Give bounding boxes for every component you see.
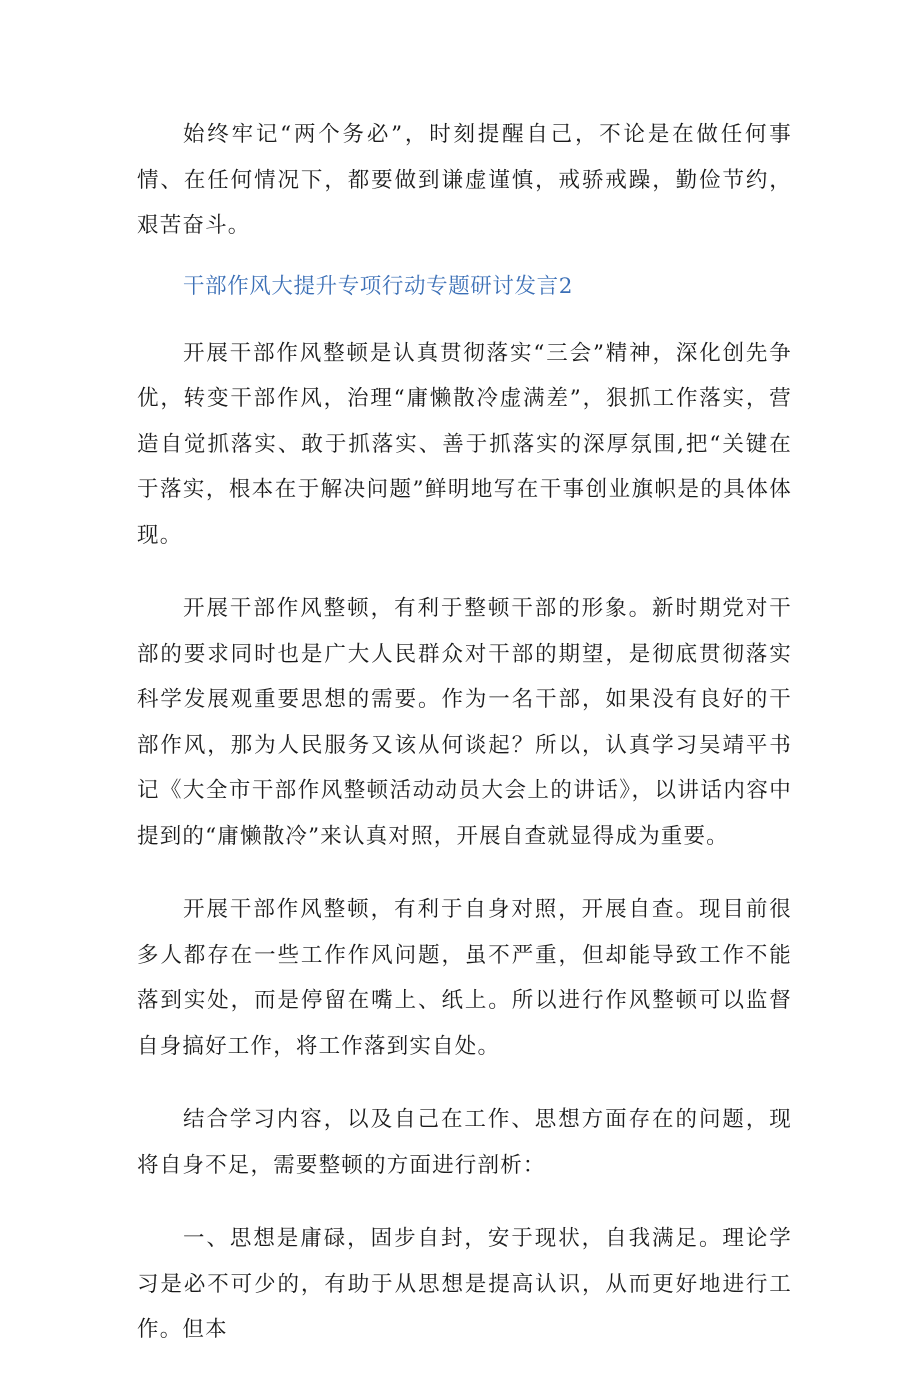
section-heading: 干部作风大提升专项行动专题研讨发言2	[183, 273, 573, 299]
body-paragraph-5: 一、思想是庸碌，固步自封，安于现状，自我满足。理论学习是必不可少的，有助于从思想是提高认识，从而更好地进行工作。但本	[137, 1226, 792, 1342]
body-paragraph-3: 开展干部作风整顿，有利于自身对照，开展自查。现目前很多人都存在一些工作作风问题，虽不严重，但却能导致工作不能落到实处，而是停留在嘴上、纸上。所以进行作风整顿可以监督自身搞好工作，将工作落到实自处。	[137, 897, 792, 1059]
body-paragraph-4: 结合学习内容，以及自己在工作、思想方面存在的问题，现将自身不足，需要整顿的方面进行剖析：	[137, 1107, 792, 1178]
body-paragraph-1: 开展干部作风整顿是认真贯彻落实“三会”精神，深化创先争优，转变干部作风，治理“庸懒散冷虚满差”，狠抓工作落实，营造自觉抓落实、敢于抓落实、善于抓落实的深厚氛围,把“关键在于落实，根本在于解决问题”鲜明地写在干事创业旗帜是的具体体现。	[137, 340, 792, 548]
document-body	[137, 112, 792, 1381]
body-paragraph-2: 开展干部作风整顿，有利于整顿干部的形象。新时期党对干部的要求同时也是广大人民群众对干部的期望，是彻底贯彻落实科学发展观重要思想的需要。作为一名干部，如果没有良好的干部作风，那为人民服务又该从何谈起？所以，认真学习吴靖平书记《大全市干部作风整顿活动动员大会上的讲话》，以讲话内容中提到的“庸懒散冷”来认真对照，开展自查就显得成为重要。	[137, 596, 792, 849]
intro-paragraph: 始终牢记“两个务必”，时刻提醒自己，不论是在做任何事情、在任何情况下，都要做到谦虚谨慎，戒骄戒躁，勤俭节约，艰苦奋斗。	[137, 122, 792, 238]
